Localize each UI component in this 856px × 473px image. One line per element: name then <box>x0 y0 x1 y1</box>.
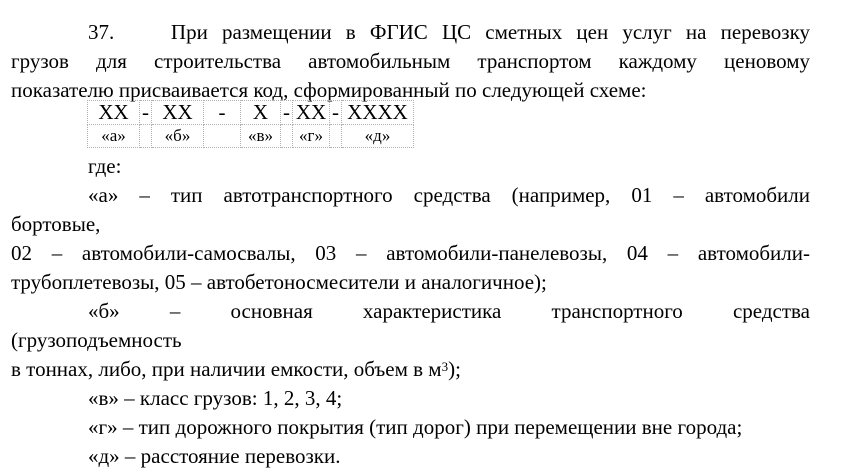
code-separator: - <box>281 101 293 125</box>
code-separator: - <box>204 101 241 125</box>
code-scheme-table <box>87 100 414 148</box>
paragraph-first-line <box>88 18 810 47</box>
label-row <box>88 125 414 148</box>
where-label: где: <box>88 154 122 178</box>
code-cell: XXXX <box>342 101 414 125</box>
item-b-line-3 <box>11 355 461 384</box>
code-label: «в» <box>241 125 281 148</box>
code-label: «а» <box>88 125 140 148</box>
code-label: «д» <box>342 125 414 148</box>
code-cell: X <box>241 101 281 125</box>
code-cell: XX <box>88 101 140 125</box>
code-label-empty <box>330 125 342 148</box>
code-row <box>88 101 414 125</box>
code-label: «б» <box>152 125 204 148</box>
item-c-line: «в» – класс грузов: 1, 2, 3, 4; <box>88 386 343 410</box>
item-d-line: «г» – тип дорожного покрытия (тип дорог) при перемещении вне города; <box>88 415 743 439</box>
paragraph-line-1-text: При размещении в ФГИС ЦС сметных цен услуг на перевозку <box>170 20 811 44</box>
item-a-line-2: бортовые, <box>11 212 101 236</box>
code-label: «г» <box>293 125 330 148</box>
item-a-line-4: трубоплетевозы, 05 – автобетоносмесители и аналогичное); <box>11 270 547 294</box>
code-label-empty <box>140 125 152 148</box>
item-a-line-1: «а» – тип автотранспортного средства (например, 01 – автомобили <box>88 183 810 207</box>
code-cell: XX <box>152 101 204 125</box>
item-b-line-3-end: ); <box>448 357 461 381</box>
item-b-line-2: (грузоподъемность <box>11 328 182 352</box>
item-b-line-1: «б» – основная характеристика транспортного средства <box>88 299 810 323</box>
code-separator: - <box>140 101 152 125</box>
paragraph-line-2: грузов для строительства автомобильным транспортом каждому ценовому <box>11 49 810 73</box>
item-a-line-3: 02 – автомобили-самосвалы, 03 – автомобили-панелевозы, 04 – автомобили- <box>11 241 810 265</box>
paragraph-number: 37. <box>88 20 115 44</box>
item-e-line: «д» – расстояние перевозки. <box>88 444 341 468</box>
code-separator: - <box>330 101 342 125</box>
superscript-exponent: 3 <box>441 359 449 374</box>
code-label-empty <box>281 125 293 148</box>
code-label-empty <box>204 125 241 148</box>
item-b-line-3-text: в тоннах, либо, при наличии емкости, объем в м <box>11 357 442 381</box>
code-cell: XX <box>293 101 330 125</box>
paragraph-line-3: показателю присваивается код, сформированный по следующей схеме: <box>11 78 647 102</box>
